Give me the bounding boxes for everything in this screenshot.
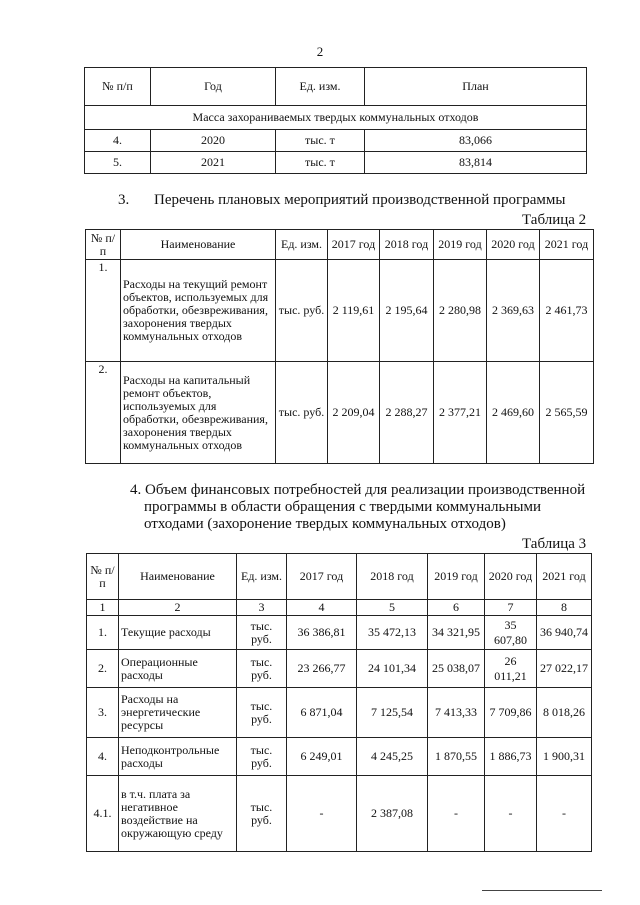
cell: -: [287, 776, 357, 852]
table-row: [85, 152, 587, 174]
cell: 1.: [86, 260, 121, 362]
table2-header-unit: Ед. изм.: [276, 230, 328, 260]
cell: тыс. руб.: [237, 650, 287, 688]
cell: 7 125,54: [357, 688, 428, 738]
cell: 1: [87, 600, 119, 616]
column-number-row: [87, 600, 592, 616]
section-3-number: 3.: [118, 192, 130, 208]
table-row: [87, 776, 592, 852]
cell: Операционные расходы: [119, 650, 237, 688]
cell: Расходы на энергетические ресурсы: [119, 688, 237, 738]
cell: Текущие расходы: [119, 616, 237, 650]
section-4-line-1: 4. Объем финансовых потребностей для реализации производственной: [130, 482, 586, 498]
cell: -: [485, 776, 537, 852]
table2-header-2021: 2021 год: [540, 230, 594, 260]
cell: 2 377,21: [434, 362, 487, 464]
cell: 3: [237, 600, 287, 616]
cell: 2 565,59: [540, 362, 594, 464]
cell: 8: [537, 600, 592, 616]
table-row: [87, 616, 592, 650]
cell: 2 209,04: [328, 362, 380, 464]
cell: тыс. т: [276, 130, 365, 152]
cell: 35 472,13: [357, 616, 428, 650]
cell: 2021: [151, 152, 276, 174]
table1-header-num: № п/п: [85, 68, 151, 106]
cell: 5.: [85, 152, 151, 174]
cell: в т.ч. плата за негативное воздействие на окружающую среду: [119, 776, 237, 852]
cell: 2 280,98: [434, 260, 487, 362]
financial-needs-table: [86, 553, 592, 852]
table3-header-2019: 2019 год: [428, 554, 485, 600]
cell: 2 369,63: [487, 260, 540, 362]
cell: 4.: [85, 130, 151, 152]
cell: Расходы на текущий ремонт объектов, используемых для обработки, обезвреживания, захоронения твердых коммунальных отходов: [121, 260, 276, 362]
table-row: [87, 738, 592, 776]
cell: 5: [357, 600, 428, 616]
cell: 1 886,73: [485, 738, 537, 776]
cell: 24 101,34: [357, 650, 428, 688]
section-4-line-2: программы в области обращения с твердыми коммунальными: [144, 499, 541, 515]
table-2-caption: Таблица 2: [522, 212, 587, 228]
table3-header-unit: Ед. изм.: [237, 554, 287, 600]
table3-header-2021: 2021 год: [537, 554, 592, 600]
cell: -: [537, 776, 592, 852]
table2-header-2018: 2018 год: [380, 230, 434, 260]
table-row: [87, 688, 592, 738]
table2-header-2019: 2019 год: [434, 230, 487, 260]
table-row: [86, 362, 594, 464]
footer-divider: [482, 890, 602, 891]
table2-header-name: Наименование: [121, 230, 276, 260]
cell: 2 288,27: [380, 362, 434, 464]
cell: 1 900,31: [537, 738, 592, 776]
cell: 7: [485, 600, 537, 616]
cell: 27 022,17: [537, 650, 592, 688]
table3-header-name: Наименование: [119, 554, 237, 600]
cell: 6: [428, 600, 485, 616]
cell: тыс. т: [276, 152, 365, 174]
table-row: [86, 260, 594, 362]
cell: 34 321,95: [428, 616, 485, 650]
cell: 36 940,74: [537, 616, 592, 650]
cell: 35 607,80: [485, 616, 537, 650]
section-4-heading: [130, 482, 590, 533]
table2-header-2020: 2020 год: [487, 230, 540, 260]
table3-header-num: № п/п: [87, 554, 119, 600]
table-row: [85, 130, 587, 152]
table3-header-2018: 2018 год: [357, 554, 428, 600]
cell: 2020: [151, 130, 276, 152]
cell: Расходы на капитальный ремонт объектов, используемых для обработки, обезвреживания, захоронения твердых коммунальных отходов: [121, 362, 276, 464]
cell: 2 387,08: [357, 776, 428, 852]
cell: 23 266,77: [287, 650, 357, 688]
section-4-line-3: отходами (захоронение твердых коммунальных отходов): [144, 516, 506, 532]
cell: 7 709,86: [485, 688, 537, 738]
cell: 25 038,07: [428, 650, 485, 688]
cell: 2 195,64: [380, 260, 434, 362]
cell: 7 413,33: [428, 688, 485, 738]
table2-header-2017: 2017 год: [328, 230, 380, 260]
table3-header-2020: 2020 год: [485, 554, 537, 600]
cell: 2.: [86, 362, 121, 464]
cell: 2.: [87, 650, 119, 688]
plan-mass-table: [84, 67, 587, 174]
cell: 2: [119, 600, 237, 616]
cell: тыс. руб.: [237, 688, 287, 738]
cell: -: [428, 776, 485, 852]
planned-measures-table: [85, 229, 594, 464]
cell: 2 469,60: [487, 362, 540, 464]
cell: тыс. руб.: [276, 362, 328, 464]
cell: 4 245,25: [357, 738, 428, 776]
cell: Неподконтрольные расходы: [119, 738, 237, 776]
cell: 1.: [87, 616, 119, 650]
section-3-heading: [118, 192, 565, 209]
cell: 4.1.: [87, 776, 119, 852]
cell: тыс. руб.: [237, 616, 287, 650]
cell: 2 461,73: [540, 260, 594, 362]
cell: 83,066: [365, 130, 587, 152]
page-number: 2: [316, 44, 324, 59]
cell: 26 011,21: [485, 650, 537, 688]
table3-header-2017: 2017 год: [287, 554, 357, 600]
table-row: [87, 650, 592, 688]
cell: 4.: [87, 738, 119, 776]
cell: 4: [287, 600, 357, 616]
cell: 2 119,61: [328, 260, 380, 362]
table1-header-unit: Ед. изм.: [276, 68, 365, 106]
cell: тыс. руб.: [276, 260, 328, 362]
cell: тыс. руб.: [237, 776, 287, 852]
table-3-caption: Таблица 3: [522, 536, 587, 552]
cell: 83,814: [365, 152, 587, 174]
cell: 36 386,81: [287, 616, 357, 650]
cell: 8 018,26: [537, 688, 592, 738]
table1-header-year: Год: [151, 68, 276, 106]
table1-header-plan: План: [365, 68, 587, 106]
cell: 1 870,55: [428, 738, 485, 776]
section-3-title: Перечень плановых мероприятий производственной программы: [154, 192, 566, 208]
table2-header-num: № п/п: [86, 230, 121, 260]
cell: 6 871,04: [287, 688, 357, 738]
table1-section-title: Масса захораниваемых твердых коммунальных отходов: [85, 106, 587, 130]
cell: тыс. руб.: [237, 738, 287, 776]
cell: 6 249,01: [287, 738, 357, 776]
cell: 3.: [87, 688, 119, 738]
